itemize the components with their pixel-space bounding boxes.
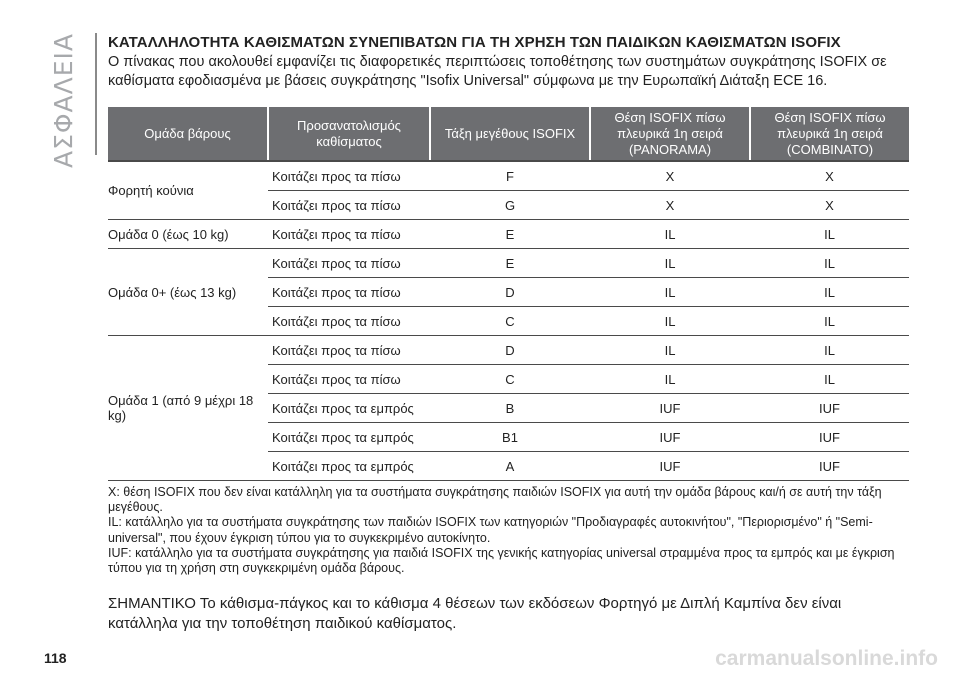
isofix-suitability-table xyxy=(108,107,909,481)
size-class-cell: E xyxy=(430,249,590,278)
table-body xyxy=(108,161,909,481)
combinato-cell: IUF xyxy=(750,452,909,481)
panorama-cell: IUF xyxy=(590,394,750,423)
weight-group-cell: Ομάδα 0+ (έως 13 kg) xyxy=(108,249,268,336)
size-class-cell: C xyxy=(430,307,590,336)
col-header-size-class: Τάξη μεγέθους ISOFIX xyxy=(430,107,590,161)
col-header-combinato: Θέση ISOFIX πίσω πλευρικά 1η σειρά (COMBINATO) xyxy=(750,107,909,161)
weight-group-cell: Φορητή κούνια xyxy=(108,161,268,220)
size-class-cell: G xyxy=(430,191,590,220)
size-class-cell: D xyxy=(430,278,590,307)
watermark: carmanualsonline.info xyxy=(715,647,938,670)
size-class-cell: C xyxy=(430,365,590,394)
legend xyxy=(108,485,913,576)
combinato-cell: IL xyxy=(750,365,909,394)
orientation-cell: Κοιτάζει προς τα πίσω xyxy=(268,249,430,278)
orientation-cell: Κοιτάζει προς τα πίσω xyxy=(268,220,430,249)
side-divider xyxy=(95,33,97,155)
orientation-cell: Κοιτάζει προς τα εμπρός xyxy=(268,394,430,423)
combinato-cell: IUF xyxy=(750,423,909,452)
combinato-cell: IUF xyxy=(750,394,909,423)
table-row xyxy=(108,161,909,191)
combinato-cell: IL xyxy=(750,220,909,249)
legend-il: IL: κατάλληλο για τα συστήματα συγκράτησης των παιδιών ISOFIX των κατηγοριών "Προδιαγραφές αυτοκινήτου", "Περιορισμένο" ή "Semi-universal", που έχουν έγκριση τύπου για το συγκεκριμένο αυτοκίνητο. xyxy=(108,515,873,545)
panorama-cell: IUF xyxy=(590,452,750,481)
panorama-cell: X xyxy=(590,191,750,220)
panorama-cell: IL xyxy=(590,307,750,336)
size-class-cell: F xyxy=(430,161,590,191)
weight-group-cell: Ομάδα 1 (από 9 μέχρι 18 kg) xyxy=(108,336,268,481)
orientation-cell: Κοιτάζει προς τα εμπρός xyxy=(268,452,430,481)
orientation-cell: Κοιτάζει προς τα πίσω xyxy=(268,278,430,307)
table-row xyxy=(108,249,909,278)
panorama-cell: IUF xyxy=(590,423,750,452)
section-side-label: ΑΣΦΑΛΕΙΑ xyxy=(49,32,79,168)
size-class-cell: E xyxy=(430,220,590,249)
orientation-cell: Κοιτάζει προς τα πίσω xyxy=(268,307,430,336)
combinato-cell: IL xyxy=(750,278,909,307)
panorama-cell: X xyxy=(590,161,750,191)
panorama-cell: IL xyxy=(590,336,750,365)
panorama-cell: IL xyxy=(590,249,750,278)
table-row xyxy=(108,336,909,365)
table-header-row xyxy=(108,107,909,161)
weight-group-cell: Ομάδα 0 (έως 10 kg) xyxy=(108,220,268,249)
orientation-cell: Κοιτάζει προς τα εμπρός xyxy=(268,423,430,452)
panorama-cell: IL xyxy=(590,365,750,394)
size-class-cell: A xyxy=(430,452,590,481)
page-number: 118 xyxy=(44,650,67,666)
orientation-cell: Κοιτάζει προς τα πίσω xyxy=(268,336,430,365)
table-row xyxy=(108,220,909,249)
important-note: ΣΗΜΑΝΤΙΚΟ Το κάθισμα-πάγκος και το κάθισμα 4 θέσεων των εκδόσεων Φορτηγό με Διπλή Καμπίνα δεν είναι κατάλληλα για την τοποθέτηση παιδικού καθίσματος. xyxy=(108,595,842,632)
orientation-cell: Κοιτάζει προς τα πίσω xyxy=(268,365,430,394)
panorama-cell: IL xyxy=(590,220,750,249)
col-header-weight-group: Ομάδα βάρους xyxy=(108,107,268,161)
col-header-panorama: Θέση ISOFIX πίσω πλευρικά 1η σειρά (PANORAMA) xyxy=(590,107,750,161)
size-class-cell: D xyxy=(430,336,590,365)
combinato-cell: X xyxy=(750,191,909,220)
legend-x: X: θέση ISOFIX που δεν είναι κατάλληλη για τα συστήματα συγκράτησης παιδιών ISOFIX για αυτή την ομάδα βάρους και/ή σε αυτή την τάξη μεγέθους. xyxy=(108,485,882,515)
legend-iuf: IUF: κατάλληλο για τα συστήματα συγκράτησης για παιδιά ISOFIX της γενικής κατηγορίας universal στραμμένα προς τα εμπρός και με έγκριση τύπου για τη χρήση στη συγκεκριμένη ομάδα βάρους. xyxy=(108,545,895,576)
intro-paragraph: Ο πίνακας που ακολουθεί εμφανίζει τις διαφορετικές περιπτώσεις τοποθέτησης των συστημάτων συγκράτησης ISOFIX σε καθίσματα εφοδιασμένα με βάσεις συγκράτησης "Isofix Universal" σύμφωνα με την Ευρωπαϊκή Διάταξη ECE 16. xyxy=(108,54,887,89)
orientation-cell: Κοιτάζει προς τα πίσω xyxy=(268,161,430,191)
orientation-cell: Κοιτάζει προς τα πίσω xyxy=(268,191,430,220)
combinato-cell: X xyxy=(750,161,909,191)
size-class-cell: B xyxy=(430,394,590,423)
col-header-orientation: Προσανατολισμός καθίσματος xyxy=(268,107,430,161)
combinato-cell: IL xyxy=(750,307,909,336)
combinato-cell: IL xyxy=(750,336,909,365)
panorama-cell: IL xyxy=(590,278,750,307)
page-title: ΚΑΤΑΛΛΗΛΟΤΗΤΑ ΚΑΘΙΣΜΑΤΩΝ ΣΥΝΕΠΙΒΑΤΩΝ ΓΙΑ ΤΗ ΧΡΗΣΗ ΤΩΝ ΠΑΙΔΙΚΩΝ ΚΑΘΙΣΜΑΤΩΝ ISOFIX xyxy=(108,34,841,51)
combinato-cell: IL xyxy=(750,249,909,278)
size-class-cell: B1 xyxy=(430,423,590,452)
